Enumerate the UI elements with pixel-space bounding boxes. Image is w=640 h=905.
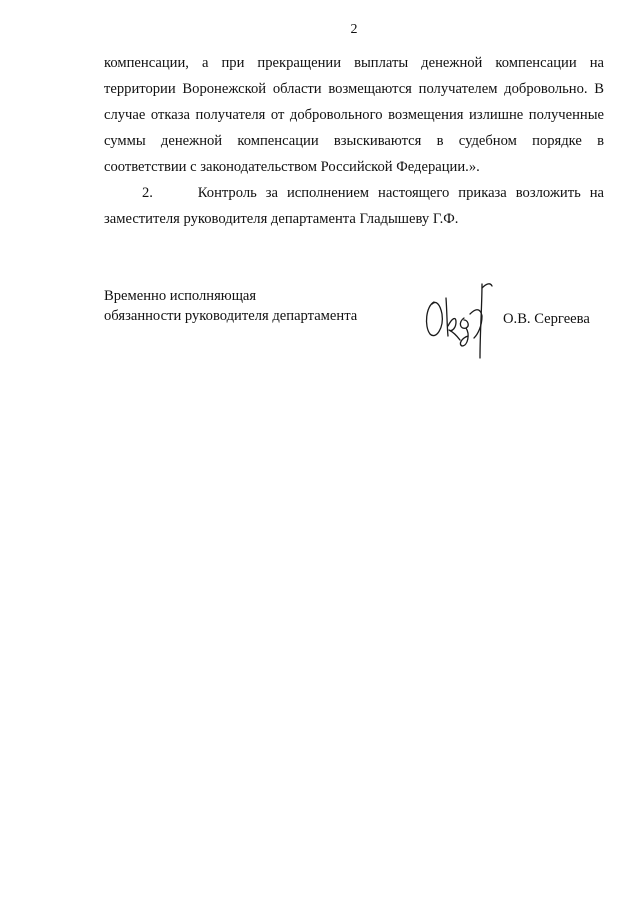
- position-line-2: обязанности руководителя департамента: [104, 308, 358, 324]
- item-number: 2.: [142, 185, 153, 201]
- page-number: 2: [350, 22, 358, 37]
- item-text: Контроль за исполнением настоящего приказа возложить на заместителя руководителя департамента Гладышеву Г.Ф.: [104, 185, 604, 227]
- numbered-item-2: [104, 180, 604, 232]
- signatory-position: [104, 286, 357, 326]
- signer-name: О.В. Сергеева: [503, 311, 590, 327]
- handwritten-signature: [420, 276, 500, 360]
- paragraph-continuation: компенсации, а при прекращении выплаты денежной компенсации на территории Воронежской области возмещаются получателем добровольно. В случае отказа получателя от добровольного возмещения излишне полученные суммы денежной компенсации взыскиваются в судебном порядке в соответствии с законодательством Российской Федерации.».: [104, 55, 604, 175]
- document-body: [104, 50, 604, 232]
- position-line-1: Временно исполняющая: [104, 288, 257, 304]
